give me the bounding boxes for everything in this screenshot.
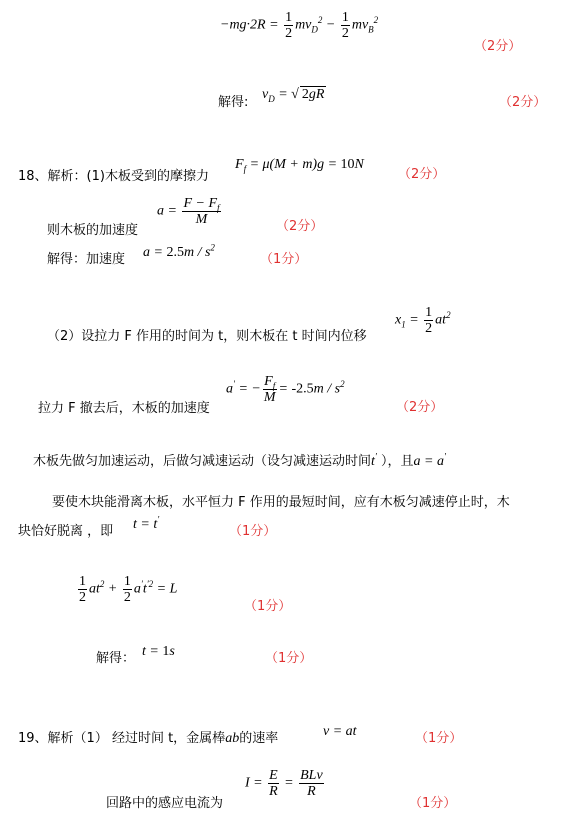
condition-line-2: 块恰好脱离 ，即 — [18, 524, 114, 539]
friction-points: （2分） — [398, 167, 446, 182]
accel-value: $a = 2.5m / s^2$ — [143, 242, 215, 260]
accel-points: （2分） — [276, 219, 324, 234]
rod-name: ab — [225, 731, 240, 746]
q19-intro-a: 19、解析（1） 经过时间 t，金属棒 — [18, 731, 226, 746]
vd-equation: $v_D$ = √ 2gR — [262, 87, 325, 104]
current-label: 回路中的感应电流为 — [106, 796, 224, 811]
displacement-equation: $x_1$ = $\frac{1}{2}$ $at^2$ — [395, 305, 451, 336]
energy-equation-points: （2分） — [474, 39, 522, 54]
accel-value-label: 解得：加速度 — [47, 252, 126, 267]
decel-equation: a′ = − $\frac{F_f}{M}$ = $-2.5m / s^2$ — [226, 374, 345, 405]
displacement-sum-points: （1分） — [244, 599, 292, 614]
solve-t-label: 解得： — [96, 651, 136, 666]
part2-text: （2）设拉力 F 作用的时间为 t，则木板在 t 时间内位移 — [47, 329, 367, 344]
speed-equation: v = at — [323, 724, 357, 739]
solve-t-points: （1分） — [265, 651, 313, 666]
condition-points: （1分） — [229, 524, 277, 539]
q18-intro: 18、解析：(1)木板受到的摩擦力 — [18, 169, 209, 184]
q19-intro — [18, 727, 278, 747]
decel-label: 拉力 F 撤去后，木板的加速度 — [38, 401, 210, 416]
accel-label: 则木板的加速度 — [47, 223, 139, 238]
motion-text-a: 木板先做匀加速运动，后做匀减速运动（设匀减速运动时间 — [33, 454, 372, 469]
current-equation: I = $\frac{E}{R}$ = $\frac{\text{BLv}}{R}$ — [245, 768, 323, 799]
displacement-sum-equation: $\frac{1}{2}$ $at^2$ + $\frac{1}{2}$ $a't^{'2} = L$ — [79, 574, 178, 605]
accel-equation: a = $\frac{F - F_f}{M}$ — [157, 196, 220, 227]
solve-t-equation: t = 1s — [142, 644, 175, 659]
t-prime: t′ — [371, 451, 377, 469]
condition-line-1: 要使木块能滑离木板，水平恒力 F 作用的最短时间，应有木板匀减速停止时，木 — [52, 495, 510, 510]
energy-equation: −mg·2R = $\frac{1}{2}$ $mv_D^2$ − $\frac{1}{2}$ $mv_B^2$ — [220, 10, 379, 41]
solve-vd-points: （2分） — [499, 95, 547, 110]
friction-equation: $F_f = \mu(M + m)g = 10N$ — [235, 157, 364, 174]
speed-points: （1分） — [415, 731, 463, 746]
current-points: （1分） — [409, 796, 457, 811]
motion-text — [33, 450, 446, 470]
condition-equation: t = t′ — [133, 514, 160, 532]
q19-intro-b: 的速率 — [239, 731, 279, 746]
accel-value-points: （1分） — [260, 252, 308, 267]
a-equals-aprime: a = a′ — [413, 451, 446, 469]
motion-text-b: ），且 — [381, 454, 414, 469]
decel-points: （2分） — [396, 400, 444, 415]
solve-vd-label: 解得: — [218, 95, 249, 110]
